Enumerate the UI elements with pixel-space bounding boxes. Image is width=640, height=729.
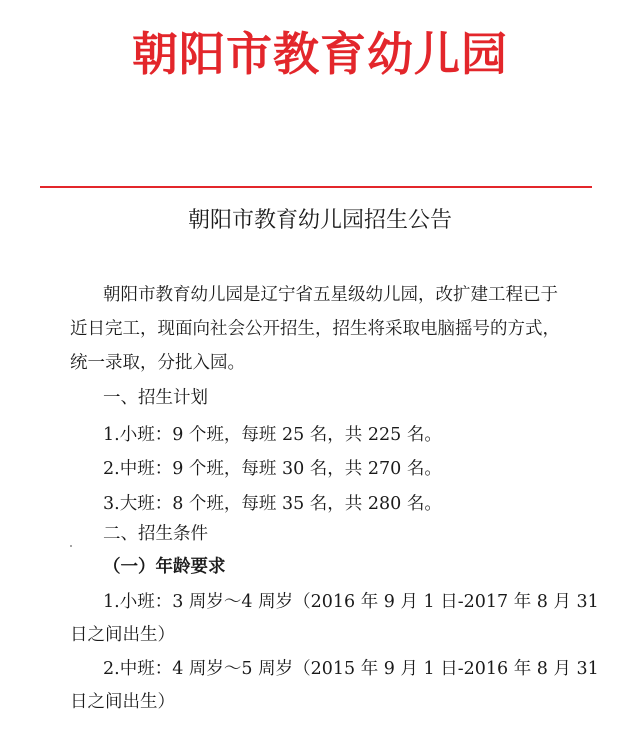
section-heading: 一、招生计划 (103, 388, 208, 408)
plan-item: 2.中班：9 个班，每班 30 名，共 270 名。 (103, 459, 442, 479)
section-heading: 二、招生条件 (103, 524, 208, 544)
age-item-line: 日之间出生） (70, 625, 175, 645)
subsection-heading: （一）年龄要求 (103, 557, 226, 577)
age-item-line: 日之间出生） (70, 692, 175, 712)
letterhead-org-name: 朝阳市教育幼儿园 (132, 27, 508, 81)
intro-line: 近日完工，现面向社会公开招生，招生将采取电脑摇号的方式， (70, 319, 560, 339)
age-item-line: 1.小班：3 周岁～4 周岁（2016 年 9 月 1 日-2017 年 8 月 31 (103, 592, 599, 612)
intro-line: 朝阳市教育幼儿园是辽宁省五星级幼儿园，改扩建工程已于 (103, 285, 558, 305)
age-item-line: 2.中班：4 周岁～5 周岁（2015 年 9 月 1 日-2016 年 8 月 31 (103, 659, 599, 679)
plan-item: 3.大班：8 个班，每班 35 名，共 280 名。 (103, 494, 442, 514)
letterhead-red-rule (40, 186, 592, 188)
scan-speck (70, 545, 72, 547)
intro-line: 统一录取，分批入园。 (70, 353, 245, 373)
plan-item: 1.小班：9 个班，每班 25 名，共 225 名。 (103, 425, 442, 445)
document-title: 朝阳市教育幼儿园招生公告 (187, 208, 452, 233)
